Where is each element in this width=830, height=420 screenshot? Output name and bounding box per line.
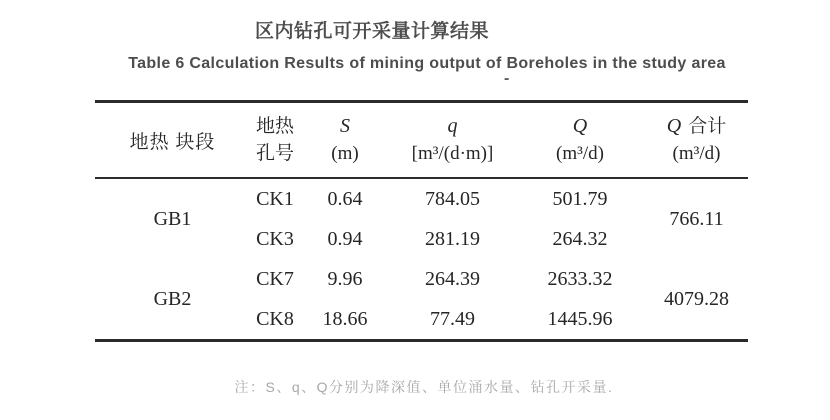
Q-cell: 264.32 (552, 227, 608, 250)
header-geothermal-block (95, 102, 250, 179)
total-cell-gb1: 766.11 (669, 207, 724, 230)
header-specific-yield-q (390, 102, 515, 179)
table-row (95, 259, 748, 299)
header-Q-unit: (m³/d) (556, 143, 604, 164)
header-hole-line2: 孔号 (255, 143, 294, 164)
table-footnote: 注：S、q、Q分别为降深值、单位涌水量、钻孔开采量. (234, 379, 614, 395)
block-cell-gb2: GB2 (153, 287, 192, 310)
s-cell: 0.94 (327, 227, 363, 250)
s-cell: 0.64 (327, 187, 363, 210)
s-cell: 18.66 (322, 307, 368, 330)
header-Q-total-unit: (m³/d) (672, 143, 721, 164)
header-Q-total (645, 102, 748, 179)
header-hole-line1: 地热 (255, 116, 294, 137)
hole-cell: CK1 (256, 187, 294, 210)
q-cell: 77.49 (430, 307, 475, 330)
header-s-unit: (m) (331, 143, 359, 164)
header-Q-symbol: Q (572, 115, 588, 137)
boreholes-output-table (95, 100, 748, 342)
total-cell-gb2: 4079.28 (664, 287, 729, 310)
Q-cell: 501.79 (552, 187, 608, 210)
s-cell: 9.96 (327, 267, 363, 290)
header-output-Q (515, 102, 645, 179)
block-cell-gb1: GB1 (153, 207, 192, 230)
q-cell: 784.05 (425, 187, 480, 210)
hole-cell: CK8 (256, 307, 294, 330)
Q-cell: 2633.32 (547, 267, 613, 290)
header-q-symbol: q (447, 115, 458, 137)
table-title-chinese: 区内钻孔可开采量计算结果 (254, 21, 490, 42)
header-Q-total-symbol: Q (666, 115, 682, 137)
table-header-row (95, 102, 748, 179)
hole-cell: CK3 (256, 227, 294, 250)
header-Q-total-suffix: 合计 (688, 116, 727, 137)
q-cell: 281.19 (425, 227, 480, 250)
header-hole-number (250, 102, 300, 179)
Q-cell: 1445.96 (547, 307, 613, 330)
table-title-english: Table 6 Calculation Results of mining output of Boreholes in the study area (128, 55, 726, 72)
q-cell: 264.39 (425, 267, 480, 290)
hole-cell: CK7 (256, 267, 294, 290)
header-q-unit: [m³/(d·m)] (411, 143, 494, 164)
header-s-symbol: S (340, 115, 350, 137)
caption-dash: - (504, 70, 510, 87)
header-drawdown-s (300, 102, 390, 179)
header-geothermal-block-label: 地热 块段 (129, 131, 216, 153)
table-row (95, 178, 748, 219)
